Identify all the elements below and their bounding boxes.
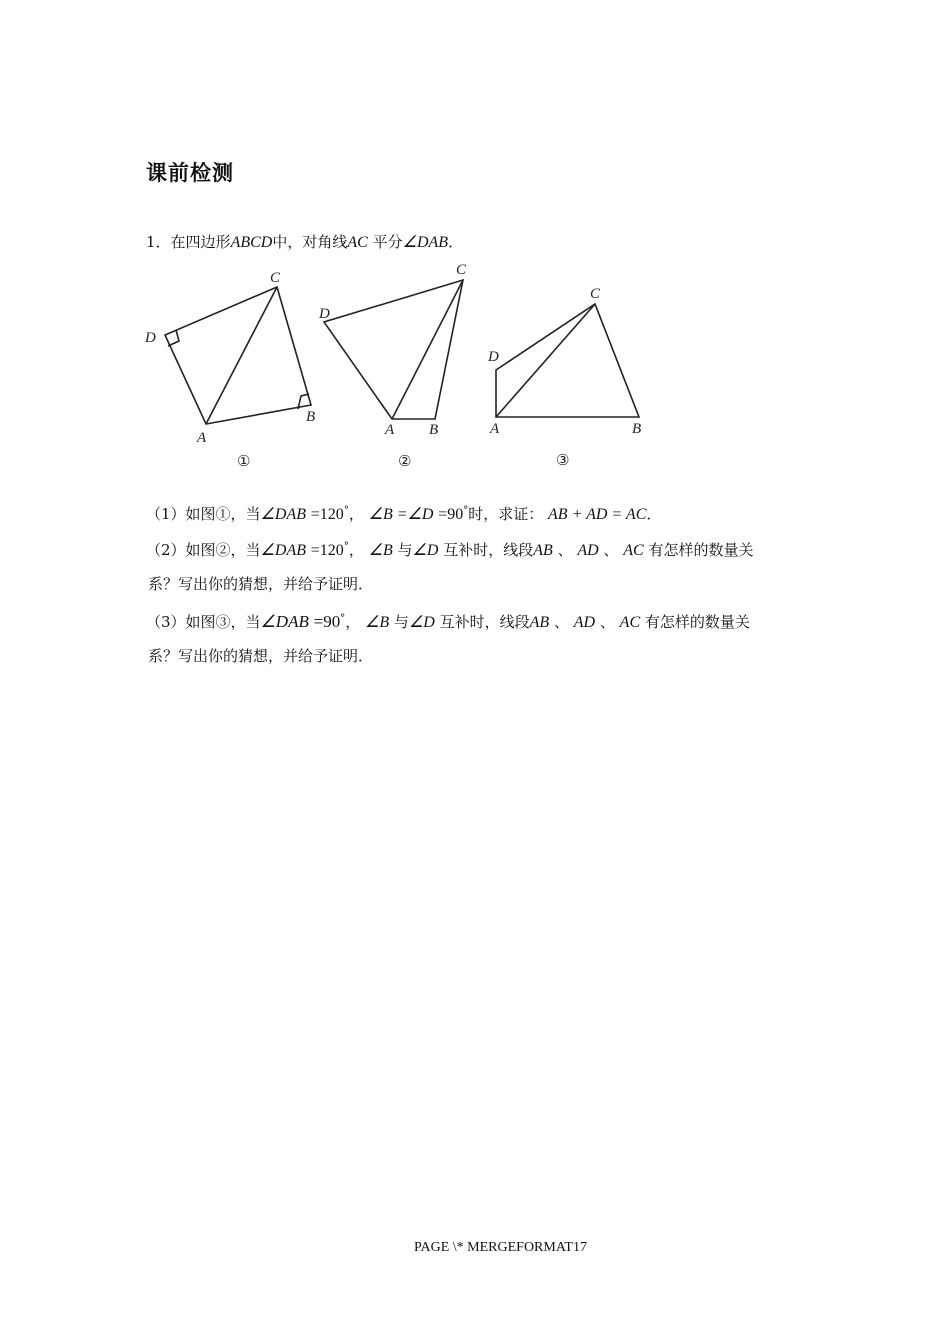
math-segment: AC bbox=[623, 542, 644, 559]
degree-sign: ° bbox=[340, 613, 346, 624]
fig3-label-B: B bbox=[632, 421, 642, 437]
fig1-label-C: C bbox=[270, 270, 281, 286]
math-angle: ∠DAB bbox=[260, 612, 309, 631]
math-value: =120 bbox=[310, 542, 344, 559]
fig3-label-A: A bbox=[490, 421, 500, 437]
part-text: 互补时，线段 bbox=[443, 541, 534, 559]
stem-text: 中，对角线 bbox=[272, 233, 348, 251]
part-text: ， bbox=[348, 541, 364, 559]
math-segment: AB bbox=[533, 542, 553, 559]
part-text: 与 bbox=[397, 541, 413, 559]
math-value: =90 bbox=[438, 506, 464, 523]
figure-1 bbox=[165, 287, 311, 424]
figure-3 bbox=[496, 304, 639, 417]
fig1-number: ① bbox=[237, 452, 251, 470]
section-title: 课前检测 bbox=[146, 161, 234, 185]
separator: 、 bbox=[557, 541, 573, 559]
part-text: 时，求证： bbox=[468, 505, 544, 523]
part-3 bbox=[146, 608, 750, 634]
fig1-label-D: D bbox=[145, 330, 156, 346]
part-text: 互补时，线段 bbox=[439, 613, 530, 631]
part-2-continuation: 系？写出你的猜想，并给予证明． bbox=[148, 575, 374, 593]
fig2-number: ② bbox=[398, 452, 412, 470]
problem-stem bbox=[146, 231, 463, 254]
geometry-figures bbox=[140, 260, 660, 475]
math-angle: ∠DAB bbox=[260, 506, 306, 523]
part-text: （3）如图③，当 bbox=[146, 613, 261, 631]
math-angle: ∠DAB bbox=[260, 542, 306, 559]
fig3-number: ③ bbox=[556, 451, 570, 469]
part-text: （1）如图①，当 bbox=[146, 505, 261, 523]
math-angle: ∠B bbox=[368, 542, 393, 559]
fig2-label-B: B bbox=[429, 422, 439, 438]
stem-text: ． bbox=[448, 233, 464, 251]
part-text: 与 bbox=[393, 613, 409, 631]
part-2 bbox=[146, 536, 754, 562]
part-text: 有怎样的数量关 bbox=[648, 541, 754, 559]
math-angle: ∠B =∠D bbox=[368, 506, 434, 523]
separator: 、 bbox=[599, 613, 615, 631]
fig2-label-C: C bbox=[456, 262, 467, 278]
stem-text: 平分 bbox=[372, 233, 403, 251]
degree-sign: ° bbox=[343, 505, 349, 516]
problem-number: 1． bbox=[146, 233, 171, 251]
math-value: =90 bbox=[313, 612, 341, 631]
math-segment: AB bbox=[529, 614, 550, 631]
page-footer: PAGE \* MERGEFORMAT17 bbox=[414, 1240, 587, 1255]
fig2-label-A: A bbox=[385, 422, 395, 438]
figure-2 bbox=[324, 280, 463, 419]
fig3-label-D: D bbox=[488, 349, 499, 365]
separator: 、 bbox=[603, 541, 619, 559]
quad-name: ABCD bbox=[230, 234, 273, 251]
part-text: ， bbox=[345, 613, 361, 631]
separator: 、 bbox=[553, 613, 569, 631]
degree-sign: ° bbox=[343, 541, 349, 552]
angle-name: ∠DAB bbox=[402, 234, 449, 251]
fig2-label-D: D bbox=[319, 306, 330, 322]
part-text: ， bbox=[348, 505, 364, 523]
math-angle: ∠D bbox=[412, 542, 439, 559]
math-expression: AB + AD = AC bbox=[548, 506, 647, 523]
math-segment: AD bbox=[577, 542, 599, 559]
fig1-label-B: B bbox=[306, 409, 316, 425]
part-text: （2）如图②，当 bbox=[146, 541, 261, 559]
diagonal-name: AC bbox=[347, 234, 368, 251]
part-text: 有怎样的数量关 bbox=[644, 613, 750, 631]
part-1 bbox=[146, 500, 661, 526]
math-value: =120 bbox=[310, 506, 344, 523]
math-angle: ∠B bbox=[365, 614, 390, 631]
fig3-label-C: C bbox=[590, 286, 601, 302]
math-segment: AD bbox=[573, 614, 596, 631]
degree-sign: ° bbox=[463, 505, 469, 516]
part-text: ． bbox=[646, 505, 662, 523]
fig1-label-A: A bbox=[197, 430, 207, 446]
math-segment: AC bbox=[619, 614, 641, 631]
math-angle: ∠D bbox=[408, 614, 435, 631]
stem-text: 在四边形 bbox=[170, 233, 231, 251]
part-3-continuation: 系？写出你的猜想，并给予证明． bbox=[148, 647, 374, 665]
